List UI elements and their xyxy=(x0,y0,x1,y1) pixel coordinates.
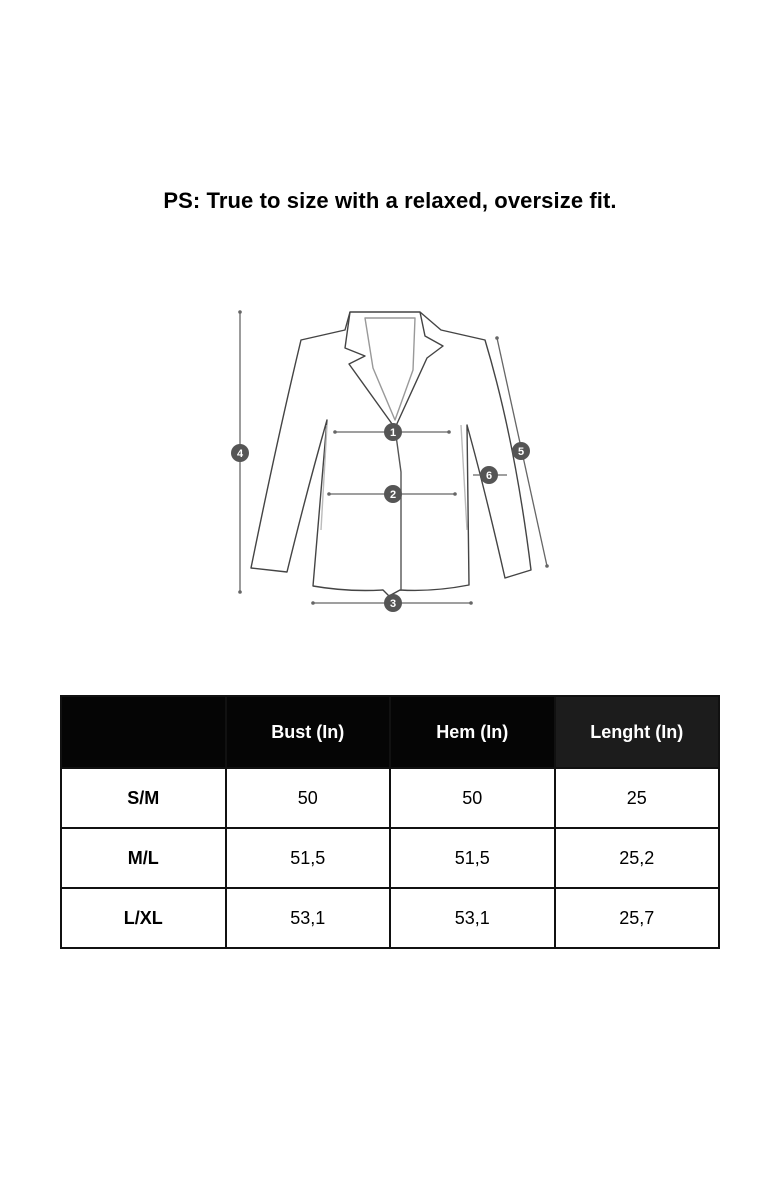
size-chart-table xyxy=(60,695,720,949)
marker-6 xyxy=(480,466,498,484)
table-row xyxy=(61,828,719,888)
svg-text:2: 2 xyxy=(389,489,397,501)
bust-cell: 53,1 xyxy=(226,888,391,948)
bust-cell: 50 xyxy=(226,768,391,828)
side-seam-right xyxy=(461,425,467,530)
svg-text:4: 4 xyxy=(236,448,244,460)
bust-cell: 51,5 xyxy=(226,828,391,888)
svg-text:5: 5 xyxy=(517,446,525,458)
header-hem: Hem (In) xyxy=(390,696,555,768)
hem-cell: 51,5 xyxy=(390,828,555,888)
table-row xyxy=(61,888,719,948)
marker-4 xyxy=(231,444,249,462)
size-cell: S/M xyxy=(61,768,226,828)
header-empty xyxy=(61,696,226,768)
blazer-diagram xyxy=(215,300,565,620)
marker-5 xyxy=(512,442,530,460)
collar-inner xyxy=(365,318,415,420)
marker-2 xyxy=(384,485,402,503)
table-row xyxy=(61,768,719,828)
svg-text:3: 3 xyxy=(389,598,397,610)
size-cell: L/XL xyxy=(61,888,226,948)
blazer-outline xyxy=(251,312,531,596)
right-lapel xyxy=(395,312,443,428)
fit-note: PS: True to size with a relaxed, oversize fit. xyxy=(163,188,617,213)
size-cell: M/L xyxy=(61,828,226,888)
marker-3 xyxy=(384,594,402,612)
length-cell: 25 xyxy=(555,768,720,828)
length-cell: 25,7 xyxy=(555,888,720,948)
header-length: Lenght (In) xyxy=(555,696,720,768)
length-cell: 25,2 xyxy=(555,828,720,888)
header-bust: Bust (In) xyxy=(226,696,391,768)
front-placket xyxy=(395,428,401,590)
left-lapel xyxy=(345,312,395,428)
hem-cell: 50 xyxy=(390,768,555,828)
table-header-row xyxy=(61,696,719,768)
hem-cell: 53,1 xyxy=(390,888,555,948)
marker-1 xyxy=(384,423,402,441)
svg-text:1: 1 xyxy=(389,427,397,439)
svg-text:6: 6 xyxy=(485,470,493,482)
